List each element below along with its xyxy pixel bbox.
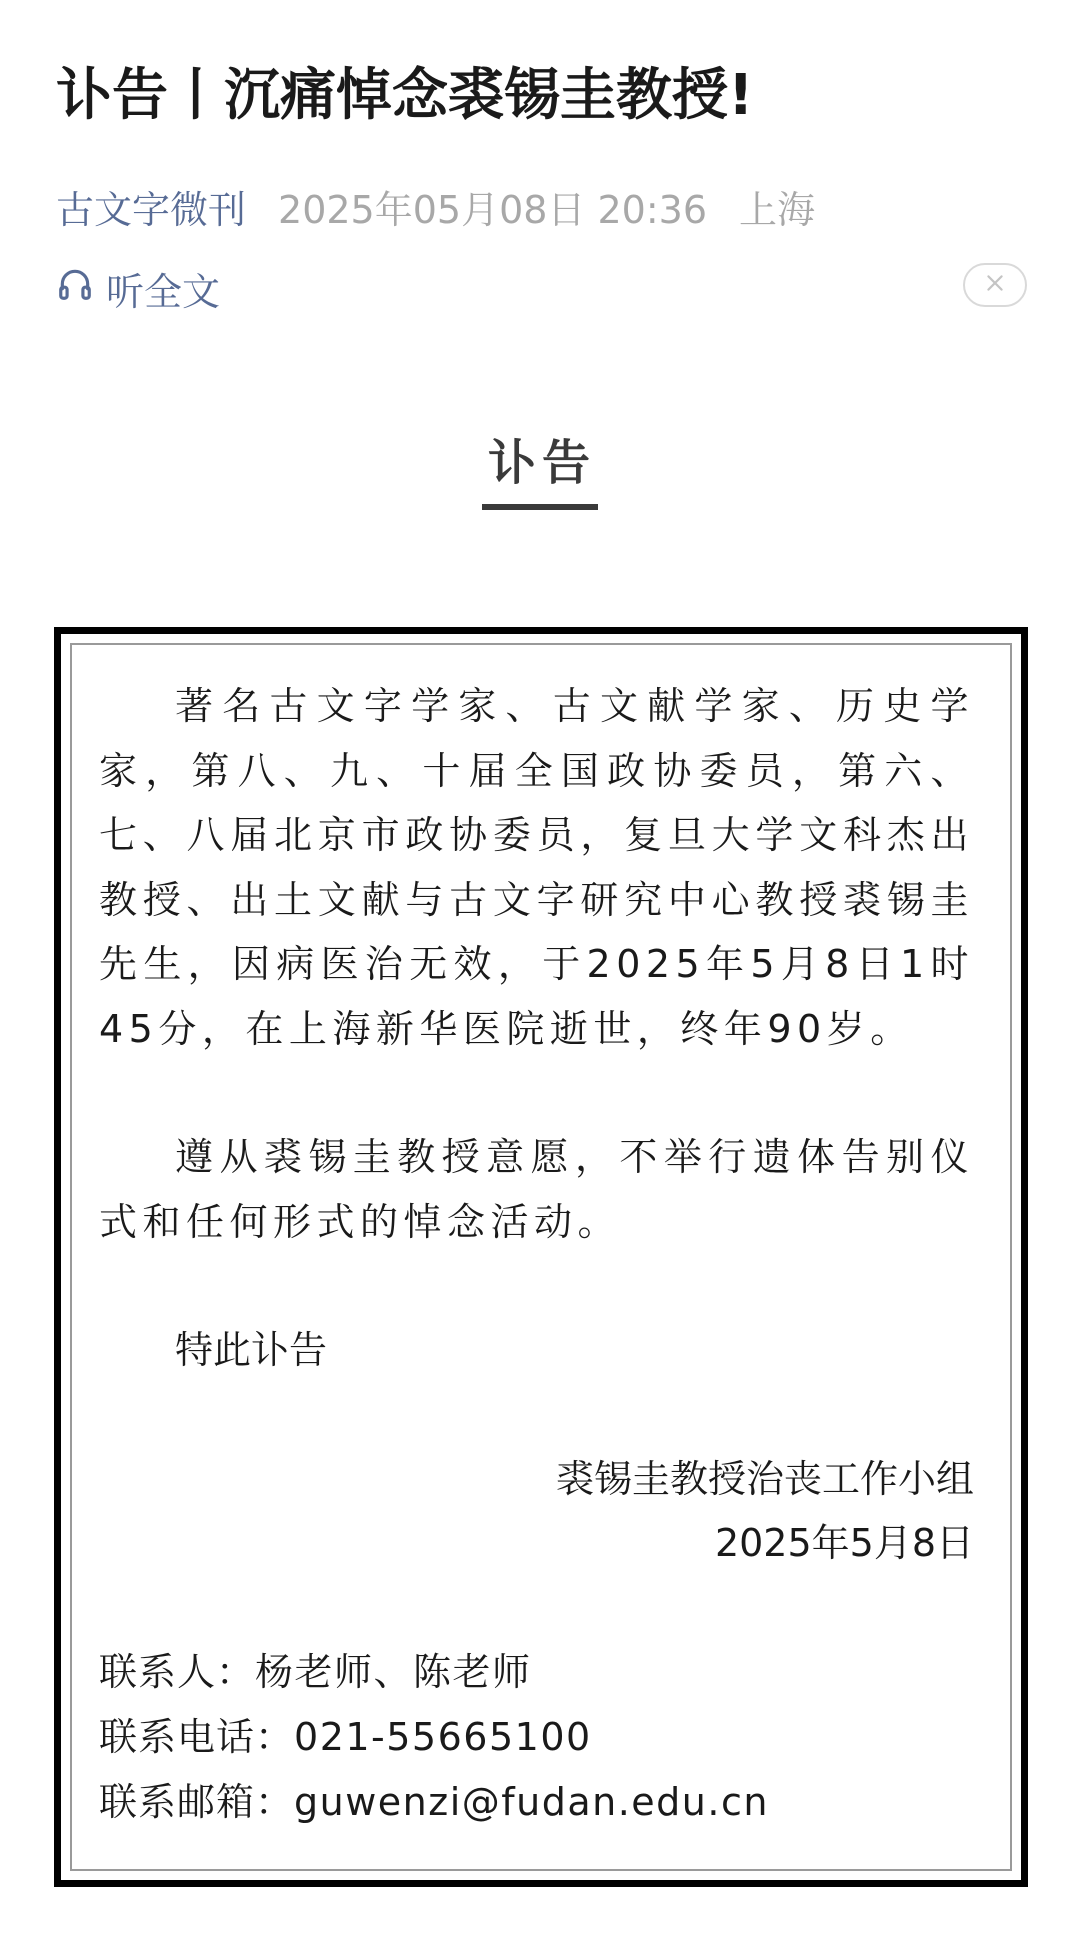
- notice-paragraph-main: 著名古文字学家、古文献学家、历史学家，第八、九、十届全国政协委员，第六、七、八届北京市政协委员，复旦大学文科杰出教授、出土文献与古文字研究中心教授裘锡圭先生，因病医治无效，于2025年5月8日1时45分，在上海新华医院逝世，终年90岁。: [99, 684, 974, 1051]
- contact-phone-row: [99, 1705, 974, 1770]
- notice-frame: [54, 627, 1028, 1887]
- notice-paragraph-wish: 遵从裘锡圭教授意愿，不举行遗体告别仪式和任何形式的悼念活动。: [99, 1135, 974, 1244]
- contact-email-label: 联系邮箱：: [99, 1779, 295, 1824]
- contact-info: [99, 1640, 974, 1835]
- signature-org: 裘锡圭教授治丧工作小组: [555, 1456, 974, 1501]
- headphones-icon: [56, 265, 106, 312]
- contact-person-value: 杨老师、陈老师: [255, 1649, 532, 1694]
- contact-phone-value[interactable]: 021-55665100: [294, 1714, 592, 1759]
- publish-time: 2025年05月08日 20:36: [278, 187, 708, 232]
- close-listen-button[interactable]: [963, 263, 1027, 307]
- contact-email-row: [99, 1770, 974, 1835]
- contact-phone-label: 联系电话：: [99, 1714, 295, 1759]
- listen-full-text-button[interactable]: [56, 260, 220, 316]
- notice-closing: 特此讣告: [175, 1328, 328, 1372]
- article-title: 讣告丨沉痛悼念裘锡圭教授!: [56, 63, 754, 128]
- account-name-link[interactable]: 古文字微刊: [56, 187, 247, 232]
- publish-location: 上海: [739, 187, 816, 232]
- notice-content: [99, 674, 974, 1835]
- article-meta: [56, 178, 815, 234]
- contact-person-label: 联系人：: [99, 1649, 256, 1694]
- notice-heading: 讣告: [482, 428, 598, 510]
- close-icon: [984, 272, 1006, 298]
- contact-person-row: [99, 1640, 974, 1705]
- notice-heading-wrap: [0, 428, 1080, 510]
- notice-signature: [99, 1447, 974, 1576]
- signature-date: 2025年5月8日: [714, 1521, 974, 1565]
- contact-email-value[interactable]: guwenzi@fudan.edu.cn: [294, 1779, 769, 1824]
- listen-label: 听全文: [106, 269, 221, 314]
